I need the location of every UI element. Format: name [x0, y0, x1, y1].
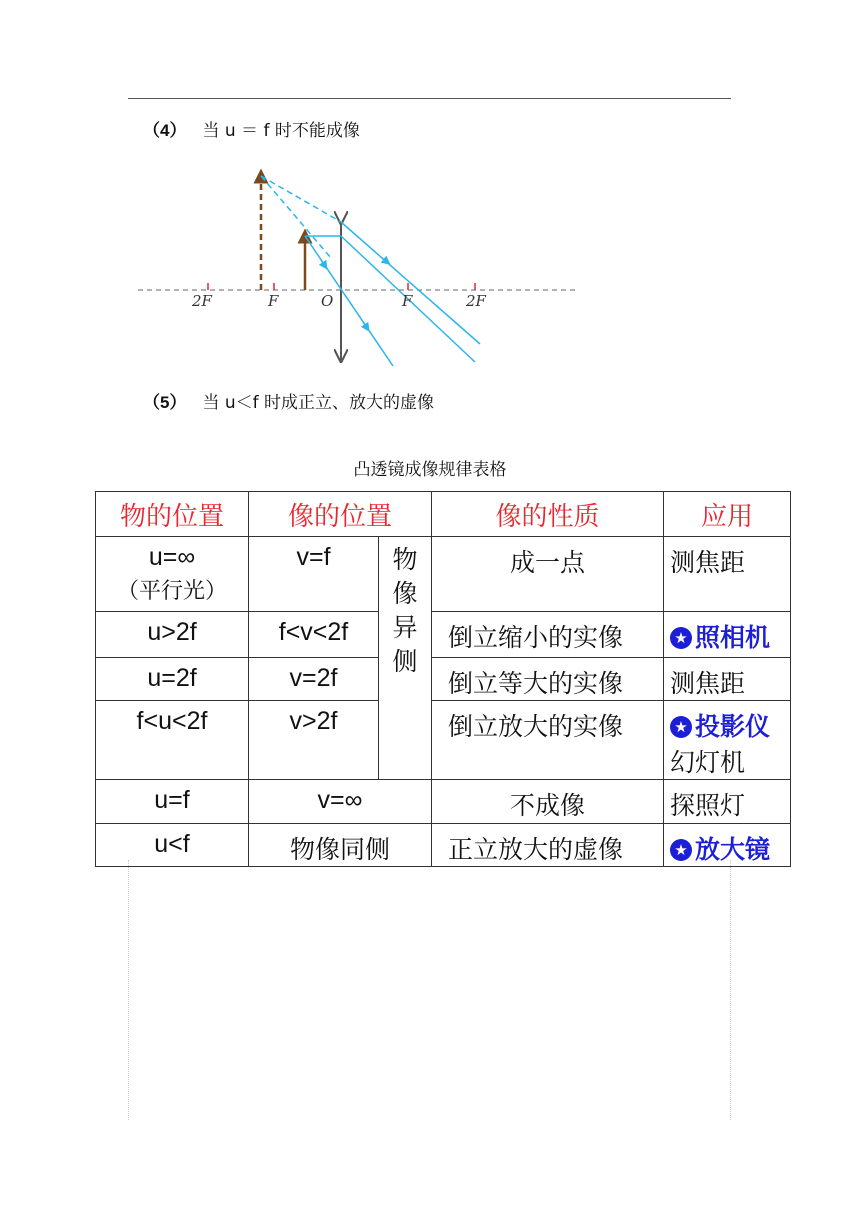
label-2f-right: 2F [466, 292, 486, 310]
star-icon: ★ [670, 627, 692, 649]
image-position-cell: 物像同侧 [249, 824, 432, 867]
image-position-cell: v>2f [249, 701, 379, 780]
top-rule [128, 98, 731, 99]
header-object-position: 物的位置 [96, 492, 249, 537]
application-label: 照相机 [695, 623, 771, 652]
star-icon: ★ [670, 839, 692, 861]
label-o: O [321, 292, 334, 310]
image-nature-cell: 成一点 [432, 537, 664, 612]
side-note-char: 异 [392, 613, 418, 642]
side-note-char: 物 [392, 545, 418, 574]
header-image-position: 像的位置 [249, 492, 432, 537]
side-note-char: 像 [392, 579, 418, 608]
margin-line-left [128, 860, 129, 1120]
header-image-nature: 像的性质 [432, 492, 664, 537]
image-nature-cell: 倒立放大的实像 [432, 701, 664, 780]
image-position-cell: v=f [249, 537, 379, 612]
image-nature-cell: 倒立等大的实像 [432, 658, 664, 701]
application-cell: 测焦距 [664, 658, 791, 701]
application-label: 投影仪 [695, 712, 771, 741]
section-4-number: （4） [143, 121, 187, 140]
side-note-cell [379, 537, 432, 780]
table-caption: 凸透镜成像规律表格 [353, 460, 507, 480]
application-primary [670, 707, 790, 743]
table-row [96, 780, 791, 824]
label-2f-left: 2F [192, 292, 212, 310]
label-f-right: F [402, 292, 413, 310]
object-position-cell: u=2f [96, 658, 249, 701]
section-5-line [143, 388, 434, 413]
section-4-line [143, 116, 360, 141]
image-nature-cell: 倒立缩小的实像 [432, 612, 664, 658]
margin-line-right [730, 860, 731, 1120]
application-label: 放大镜 [695, 835, 771, 864]
application-secondary: 幻灯机 [670, 748, 746, 777]
section-5-text: 当 u＜f 时成正立、放大的虚像 [202, 393, 435, 413]
table-row [96, 701, 791, 780]
section-5-number: （5） [143, 393, 187, 412]
rays [261, 176, 480, 366]
image-position-cell: v=2f [249, 658, 379, 701]
section-4-text: 当 u ＝ f 时不能成像 [202, 121, 360, 141]
object-position-cell: u<f [96, 824, 249, 867]
application-cell: 探照灯 [664, 780, 791, 824]
object-position-cell: u>2f [96, 612, 249, 658]
application-cell [664, 824, 791, 867]
image-position-cell: v=∞ [249, 780, 432, 824]
lens-diagram [135, 160, 580, 375]
application-cell [664, 701, 791, 780]
object-position-cell: f<u<2f [96, 701, 249, 780]
table-row [96, 612, 791, 658]
image-nature-cell: 正立放大的虚像 [432, 824, 664, 867]
table-row [96, 537, 791, 612]
star-icon: ★ [670, 716, 692, 738]
application-cell [664, 612, 791, 658]
image-position-cell: f<v<2f [249, 612, 379, 658]
object-position-note: （平行光） [116, 579, 227, 604]
image-nature-cell: 不成像 [432, 780, 664, 824]
side-note-char: 侧 [392, 647, 418, 676]
application-cell: 测焦距 [664, 537, 791, 612]
header-application: 应用 [664, 492, 791, 537]
table-row [96, 824, 791, 867]
header-row [96, 492, 791, 537]
label-f-left: F [268, 292, 279, 310]
object-position-cell [96, 537, 249, 612]
object-position-cell: u=f [96, 780, 249, 824]
object-position-value: u=∞ [148, 543, 196, 571]
table-row [96, 658, 791, 701]
lens-imaging-table [95, 491, 791, 867]
